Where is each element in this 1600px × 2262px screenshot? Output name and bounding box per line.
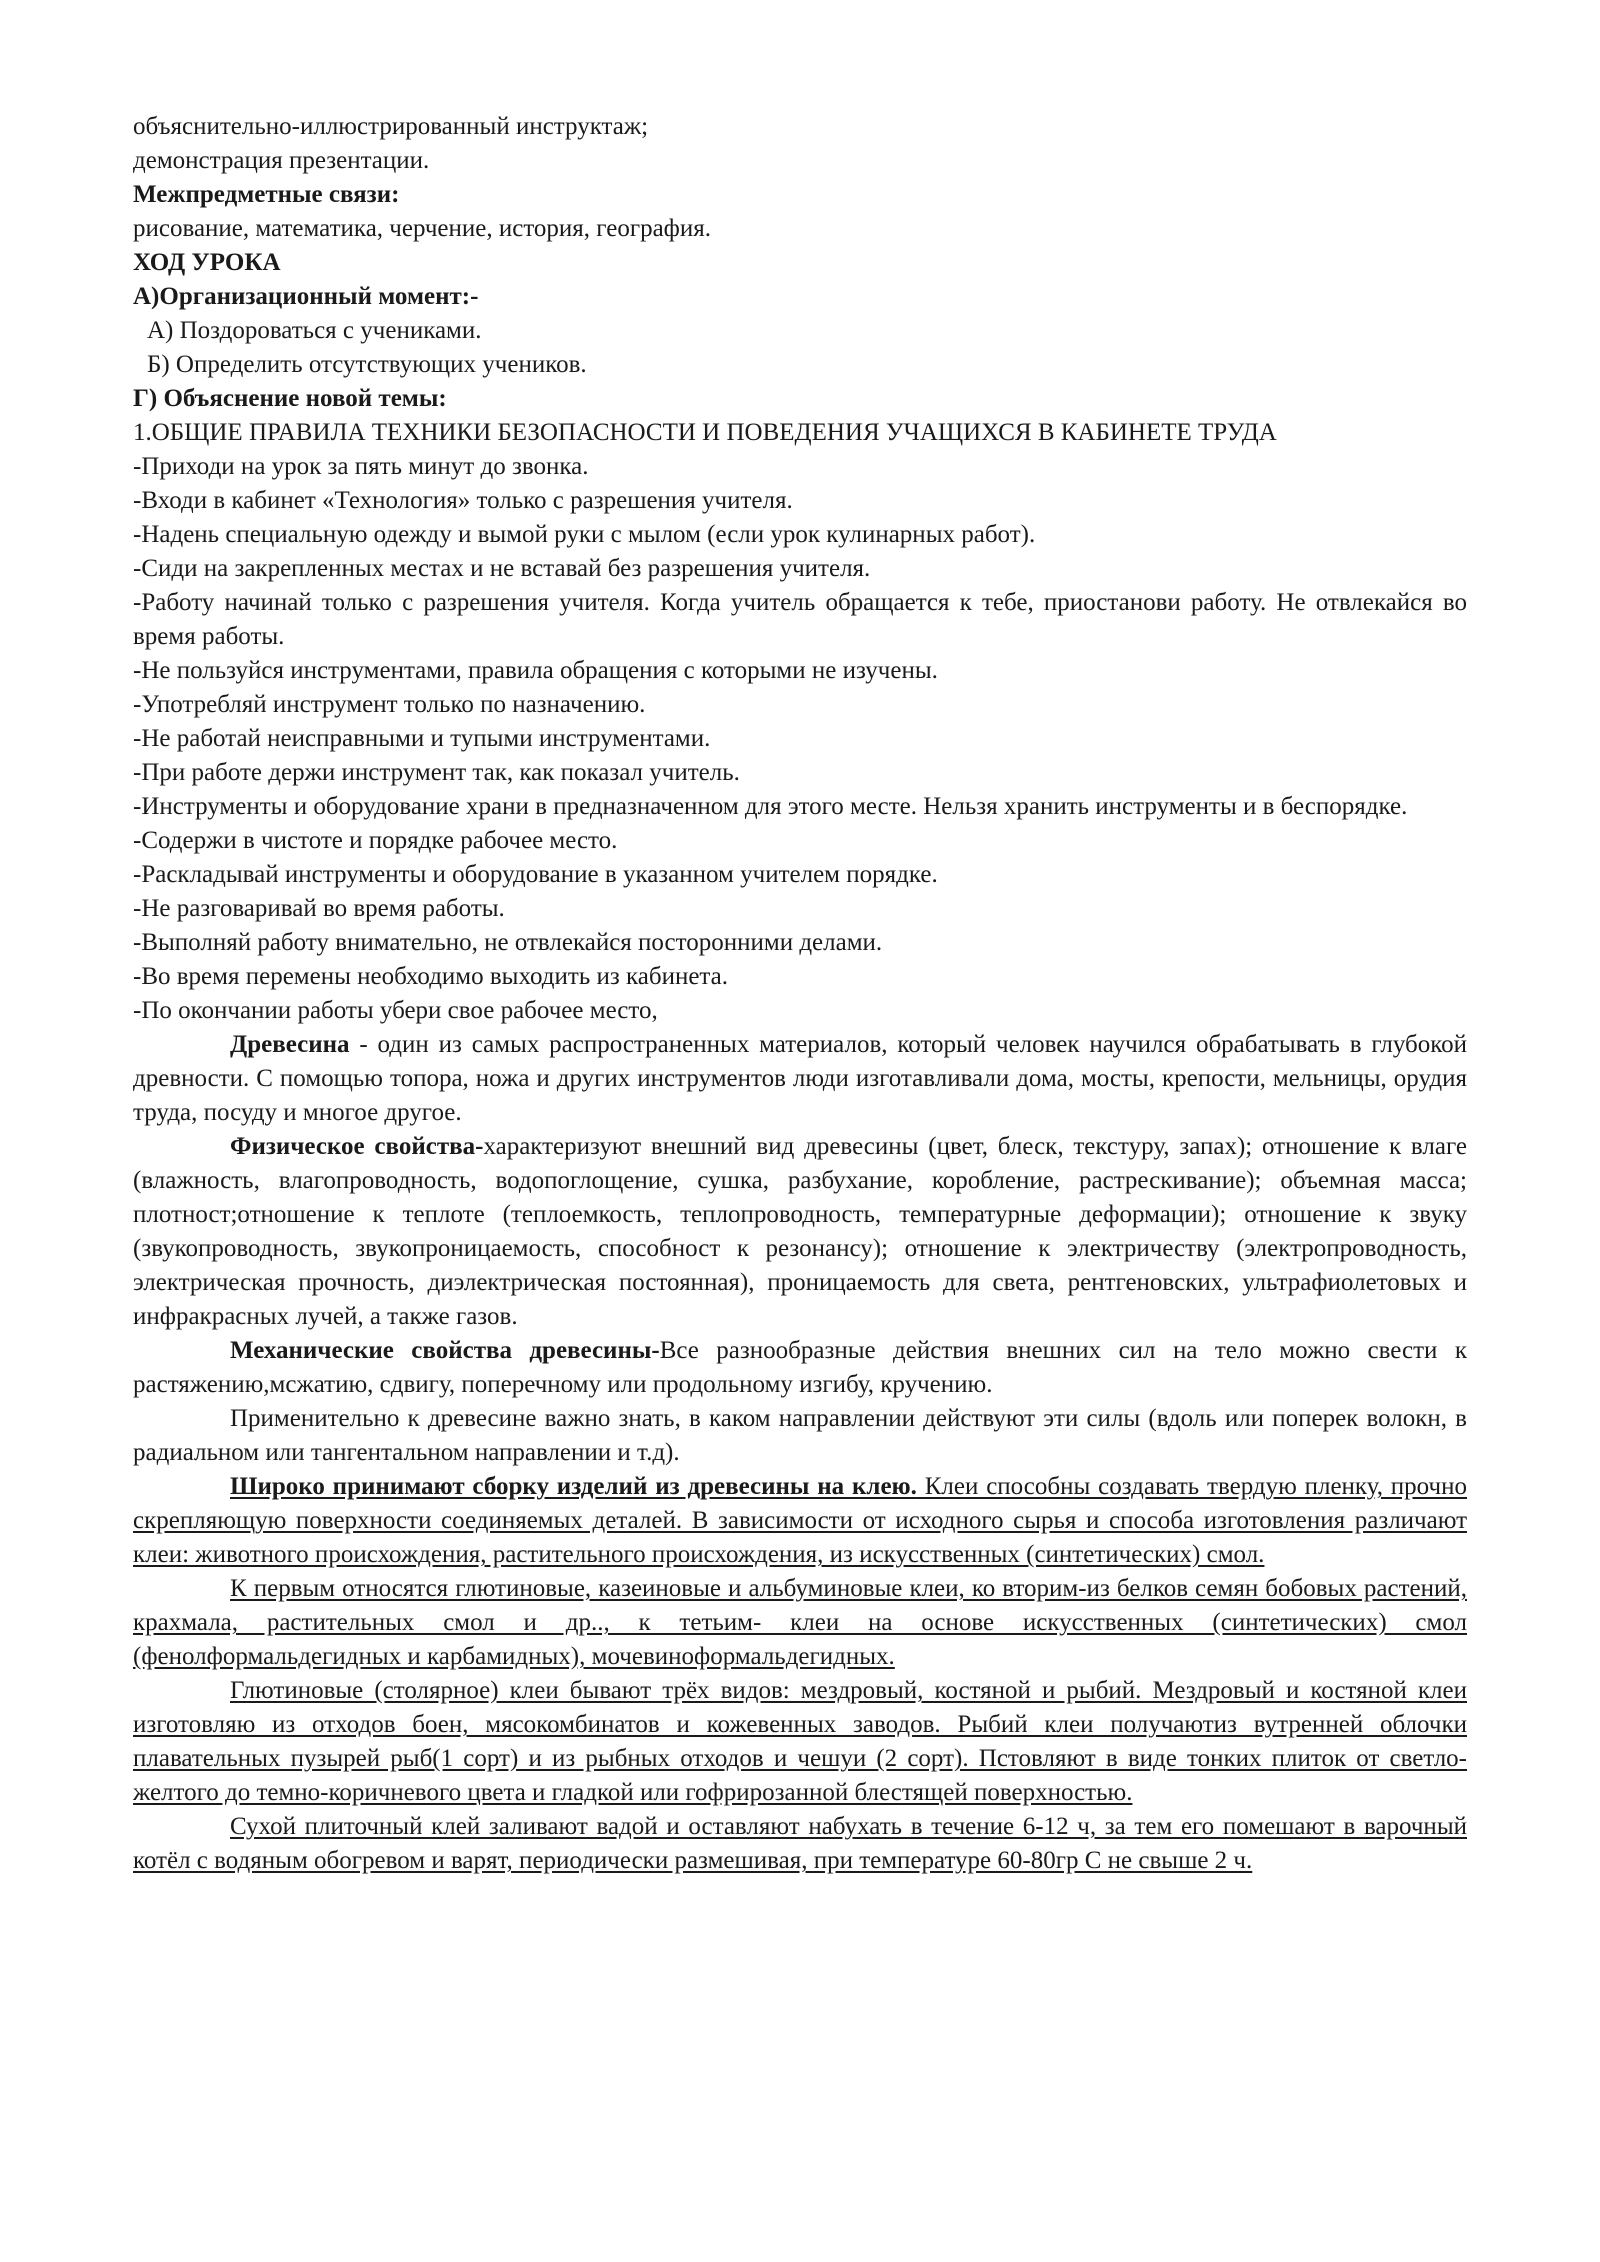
wood-term: Древесина [230,1031,350,1058]
forces-paragraph: Применительно к древесине важно знать, в каком направлении действуют эти силы (вдоль или поперек волокн, в радиальном или тангентальном направлении и т.д). [133,1405,1467,1466]
mechanical-text: Все разнообразные действия внешних сил на тело можно свести к растяжению,мсжатию, сдвигу, поперечному или продольному изгибу, кручению. [133,1337,1467,1398]
rule-item: -Раскладывай инструменты и оборудование в указанном учителем порядке. [133,861,938,888]
rule-item: -Не разговаривай во время работы. [133,895,505,922]
lesson-heading: ХОД УРОКА [133,249,281,276]
rule-item: -Работу начинай только с разрешения учителя. Когда учитель обращается к тебе, приостанови работу. Не отвлекайся во время работы. [133,589,1467,650]
glue-types-paragraph: К первым относятся глютиновые, казеиновые и альбуминовые клеи, ко вторим-из белков семян бобовых растений, крахмала, растительных смол и др.., к тетьим- клеи на основе искусственных (синтетических) смол (фенолформальдегидных и карбамидных), мочевиноформальдегидных. [133,1575,1467,1670]
glue-paragraph [133,1470,1467,1572]
dry-glue-paragraph: Сухой плиточный клей заливают вадой и оставляют набухать в течение 6-12 ч, за тем его помешают в варочный котёл с водяным обогревом и варят, периодически размешивая, при температуре 60-80гр С не свыше 2 ч. [133,1813,1467,1874]
org-item: Б) Определить отсутствующих учеников. [147,351,587,378]
rule-item: -Не работай неисправными и тупыми инструментами. [133,725,711,752]
physical-text: характеризуют внешний вид древесины (цвет, блеск, текстуру, запах); отношение к влаге (влажность, влагопроводность, водопоглощение, сушка, разбухание, коробление, растрескивание); объемная масса; плотност;отношение к теплоте (теплоемкость, теплопроводность, температурные деформации); отношение к звуку (звукопроводность, звукопроницаемость, способност к резонансу); отношение к электричеству (электропроводность, электрическая прочность, диэлектрическая постоянная), проницаемость для света, рентгеновских, ультрафиолетовых и инфракрасных лучей, а также газов. [133,1133,1467,1330]
glue-term: Широко принимают сборку изделий из древесины на клею. [230,1473,917,1500]
physical-properties-paragraph [133,1130,1467,1334]
rule-item: -Инструменты и оборудование храни в предназначенном для этого месте. Нельзя хранить инструменты и в беспорядке. [133,793,1408,820]
rule-item: -По окончании работы убери свое рабочее место, [133,997,658,1024]
rule-item: -Входи в кабинет «Технология» только с разрешения учителя. [133,487,793,514]
physical-term: Физическое свойства- [230,1133,484,1160]
glutin-paragraph: Глютиновые (столярное) клеи бывают трёх видов: мездровый, костяной и рыбий. Мездровый и костяной клеи изготовляю из отходов боен, мясокомбинатов и кожевенных заводов. Рыбий клеи получаютиз вутренней облочки плавательных пузырей рыб(1 сорт) и из рыбных отходов и чешуи (2 сорт). Пстовляют в виде тонких плиток от светло-желтого до темно-коричневого цвета и гладкой или гофрирозанной блестящей поверхностью. [133,1677,1467,1806]
mechanical-term: Механические свойства древесины- [230,1337,660,1364]
rules-list [133,450,1467,1028]
rules-title: 1.ОБЩИЕ ПРАВИЛА ТЕХНИКИ БЕЗОПАСНОСТИ И ПОВЕДЕНИЯ УЧАЩИХСЯ В КАБИНЕТЕ ТРУДА [133,419,1277,446]
mechanical-properties-paragraph [133,1334,1467,1402]
rule-item: -Выполняй работу внимательно, не отвлекайся посторонними делами. [133,929,883,956]
glue-text: Клеи способны создавать твердую пленку, прочно скрепляющую поверхности соединяемых деталей. В зависимости от исходного сырья и способа изготовления различают клеи: животного происхождения, растительного происхождения, из искусственных (синтетических) смол. [133,1473,1467,1568]
rule-item: -Употребляй инструмент только по назначению. [133,691,646,718]
wood-text: - один из самых распространенных материалов, который человек научился обрабатывать в глубокой древности. С помощью топора, ножа и других инструментов люди изготавливали дома, мосты, крепости, мельницы, орудия труда, посуду и многое другое. [133,1031,1467,1126]
method-line: демонстрация презентации. [133,147,430,174]
method-line: объяснительно-иллюстрированный инструктаж; [133,113,649,140]
links-heading: Межпредметные связи: [133,181,400,208]
wood-paragraph [133,1028,1467,1130]
org-heading: А)Организационный момент:- [133,283,479,310]
rule-item: -Не пользуйся инструментами, правила обращения с которыми не изучены. [133,657,938,684]
theme-heading: Г) Объяснение новой темы: [133,385,447,412]
rule-item: -Надень специальную одежду и вымой руки с мылом (если урок кулинарных работ). [133,521,1036,548]
rule-item: -Содержи в чистоте и порядке рабочее место. [133,827,618,854]
rule-item: -При работе держи инструмент так, как показал учитель. [133,759,740,786]
rule-item: -Сиди на закрепленных местах и не вставай без разрешения учителя. [133,555,871,582]
rule-item: -Приходи на урок за пять минут до звонка. [133,453,589,480]
org-item: А) Поздороваться с учениками. [147,317,482,344]
rule-item: -Во время перемены необходимо выходить из кабинета. [133,963,728,990]
links-text: рисование, математика, черчение, история, география. [133,215,712,242]
